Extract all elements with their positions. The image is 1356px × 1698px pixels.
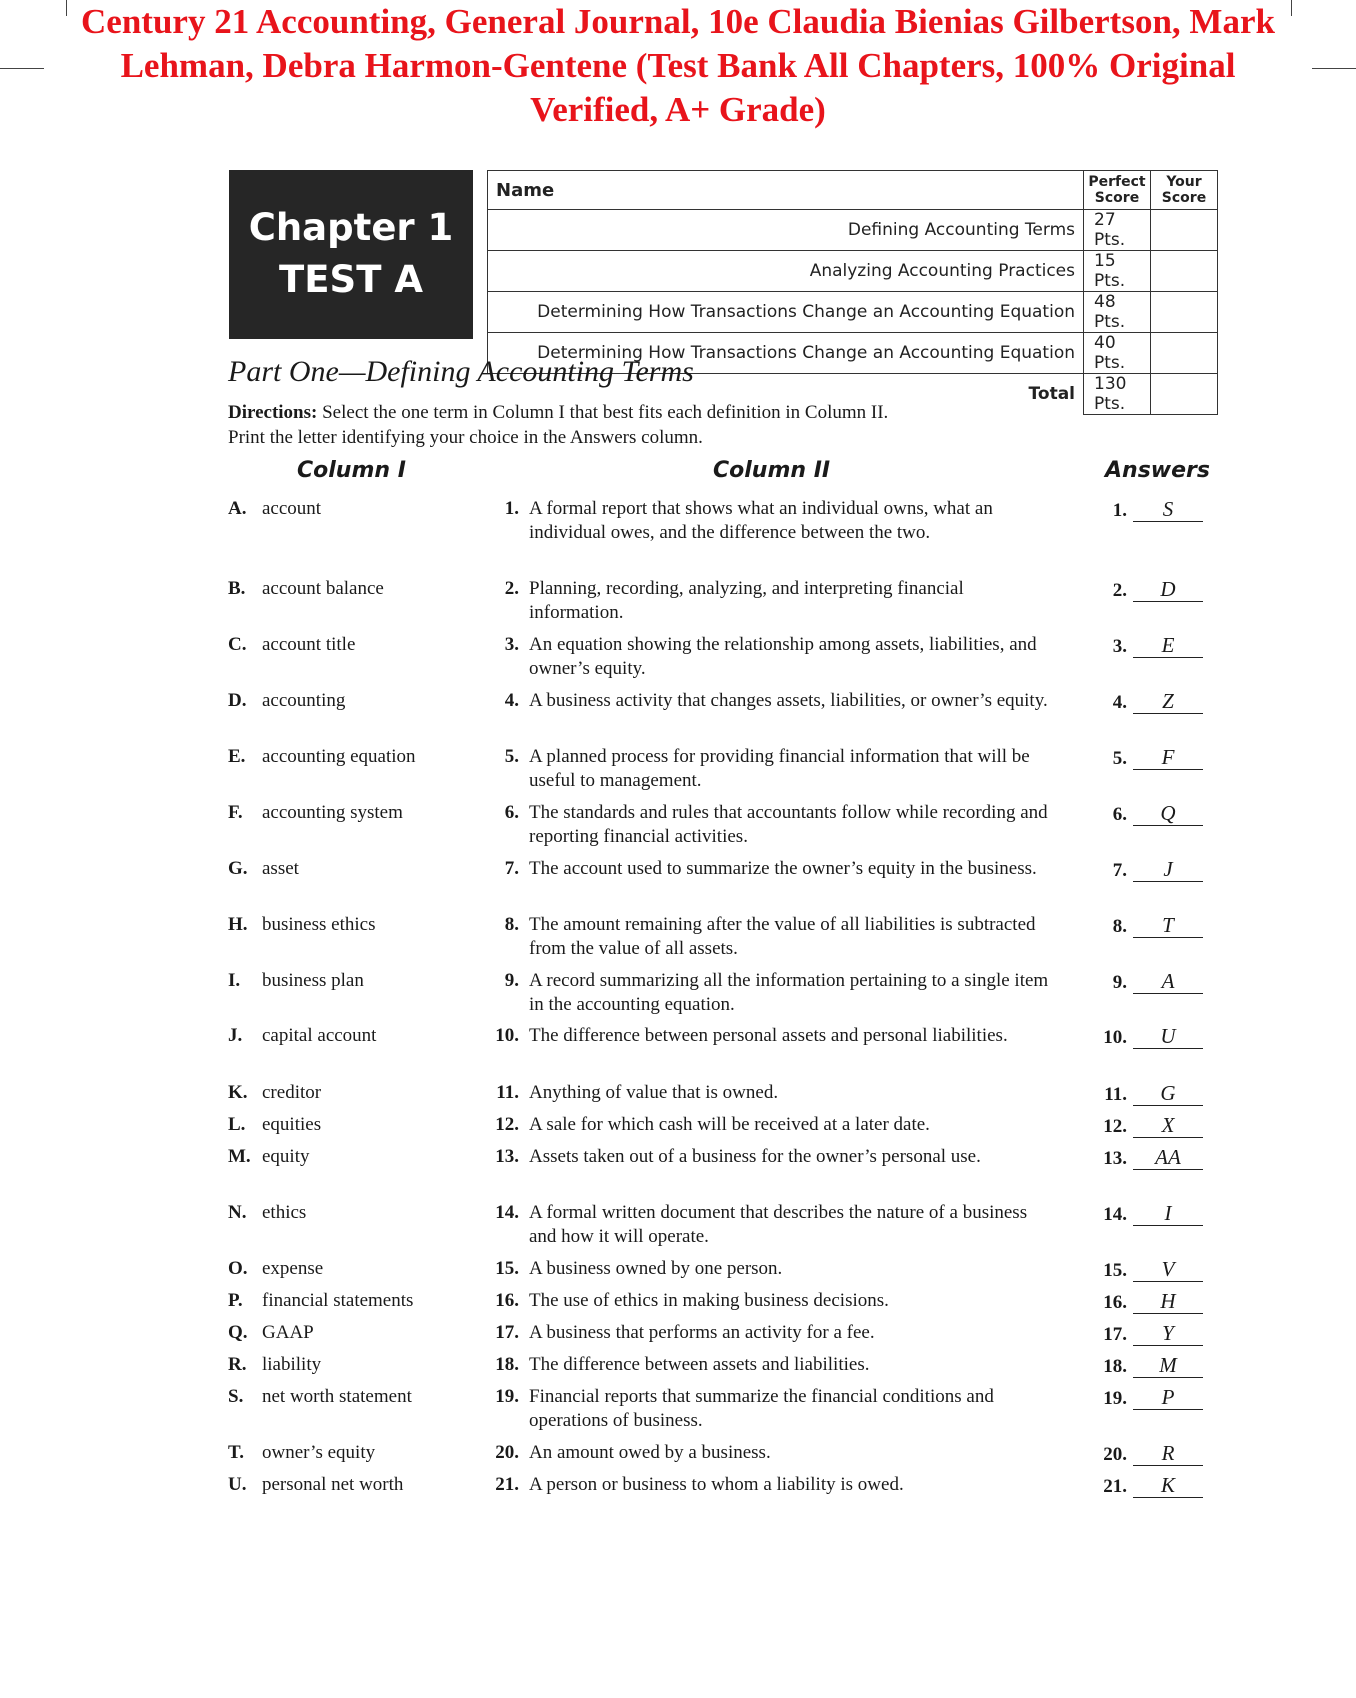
term-letter: P. [228,1290,243,1311]
term-text: equities [262,1114,322,1135]
answer-field[interactable]: P [1133,1385,1203,1410]
term-item [228,633,355,657]
answer-number: 3. [1112,636,1127,657]
directions-text: Select the one term in Column I that best fits each definition in Column II. Print the letter identifying your choice in the Answers column. [228,402,889,448]
term-item [228,689,345,713]
term-item [228,1081,321,1105]
perfect-score: 48 Pts. [1084,292,1151,333]
definition-text: The amount remaining after the value of all liabilities is subtracted from the value of all assets. [529,914,1036,959]
definition-item [485,801,1055,849]
answer-item [1097,1113,1203,1139]
definition-text: A sale for which cash will be received at a later date. [529,1114,930,1135]
answer-item [1097,633,1203,659]
chapter-label: Chapter 1 [248,206,454,249]
term-item [228,1321,314,1345]
definition-text: Planning, recording, analyzing, and interpreting financial information. [529,578,964,623]
your-score-cell[interactable] [1151,333,1218,374]
answer-field[interactable]: I [1133,1201,1203,1226]
definition-number: 10. [495,1025,519,1046]
answers-heading: Answers [1105,458,1210,483]
perfect-score-header: Perfect Score [1084,171,1151,210]
definition-item [485,1441,1055,1465]
term-item [228,801,403,825]
definition-number: 20. [495,1442,519,1463]
your-score-cell[interactable] [1151,210,1218,251]
column-2-heading: Column II [713,458,831,483]
term-item [228,1024,376,1048]
directions-label: Directions: [228,402,318,423]
term-text: GAAP [262,1322,314,1343]
answer-number: 4. [1112,692,1127,713]
term-text: business plan [262,970,364,991]
term-text: owner’s equity [262,1442,376,1463]
term-text: account [262,498,322,519]
term-item [228,1353,321,1377]
term-text: expense [262,1258,324,1279]
term-letter: N. [228,1202,247,1223]
answer-number: 11. [1104,1084,1127,1105]
term-item [228,577,384,601]
perfect-score: 27 Pts. [1084,210,1151,251]
perfect-score: 40 Pts. [1084,333,1151,374]
definition-item [485,913,1055,961]
answer-item [1097,497,1203,523]
score-table-header [488,171,1218,210]
definition-text: Financial reports that summarize the financial conditions and operations of business. [529,1386,994,1431]
term-item [228,857,299,881]
perfect-score: 15 Pts. [1084,251,1151,292]
answer-number: 16. [1103,1292,1127,1313]
answer-field[interactable]: A [1133,969,1203,994]
answer-field[interactable]: Y [1133,1321,1203,1346]
term-text: capital account [262,1025,377,1046]
answer-item [1097,1321,1203,1347]
definition-text: An equation showing the relationship among assets, liabilities, and owner’s equity. [529,634,1037,679]
definition-item [485,497,1055,545]
term-text: net worth statement [262,1386,412,1407]
answer-number: 13. [1103,1148,1127,1169]
answer-item [1097,1257,1203,1283]
term-letter: T. [228,1442,245,1463]
term-letter: O. [228,1258,248,1279]
definition-number: 13. [495,1146,519,1167]
term-text: creditor [262,1082,322,1103]
definition-text: A formal report that shows what an individual owns, what an individual owes, and the difference between the two. [529,498,993,543]
definition-item [485,1289,1055,1313]
definition-number: 8. [504,914,519,935]
crop-mark-left [0,68,44,69]
name-label: Name [496,179,555,201]
definition-number: 4. [504,690,519,711]
definition-number: 12. [495,1114,519,1135]
definition-text: A business owned by one person. [529,1258,783,1279]
answer-number: 21. [1103,1476,1127,1497]
term-item [228,497,321,521]
total-points: 130 Pts. [1084,374,1151,415]
term-text: account title [262,634,356,655]
score-row [488,292,1218,333]
definition-text: The use of ethics in making business decisions. [529,1290,889,1311]
term-item [228,1113,321,1137]
term-letter: I. [228,970,241,991]
term-letter: M. [228,1146,251,1167]
term-text: ethics [262,1202,307,1223]
definition-item [485,969,1055,1017]
answer-field[interactable]: M [1133,1353,1203,1378]
answer-item [1097,1024,1203,1050]
definition-number: 15. [495,1258,519,1279]
definition-item [485,1473,1055,1497]
term-letter: F. [228,802,243,823]
term-letter: J. [228,1025,243,1046]
definition-number: 3. [504,634,519,655]
section-name: Determining How Transactions Change an Accounting Equation [488,333,1084,374]
definition-text: A formal written document that describes the nature of a business and how it will operate. [529,1202,1028,1247]
answer-item [1097,1289,1203,1315]
answer-field[interactable]: S [1133,497,1203,522]
definition-item [485,857,1055,881]
term-item [228,1201,306,1225]
term-letter: D. [228,690,247,711]
term-text: liability [262,1354,322,1375]
answer-number: 1. [1112,500,1127,521]
answer-field[interactable]: T [1133,913,1203,938]
definition-item [485,1353,1055,1377]
term-item [228,1289,413,1313]
definition-item [485,1385,1055,1433]
term-text: equity [262,1146,310,1167]
your-score-cell[interactable] [1151,251,1218,292]
crop-mark-right [1312,68,1356,69]
term-letter: G. [228,858,248,879]
answer-item [1097,577,1203,603]
term-item [228,1257,323,1281]
definition-text: A business activity that changes assets, liabilities, or owner’s equity. [529,690,1048,711]
answer-item [1097,913,1203,939]
term-text: personal net worth [262,1474,404,1495]
answer-item [1097,1081,1203,1107]
term-item [228,1145,310,1169]
definition-number: 2. [504,578,519,599]
chapter-badge [229,170,473,339]
answer-field[interactable]: R [1133,1441,1203,1466]
answer-number: 12. [1103,1116,1127,1137]
term-text: financial statements [262,1290,414,1311]
definition-text: A planned process for providing financial information that will be useful to management. [529,746,1030,791]
definition-item [485,1081,1055,1105]
answer-field[interactable]: X [1133,1113,1203,1138]
score-row [488,210,1218,251]
definition-number: 6. [504,802,519,823]
definition-number: 19. [495,1386,519,1407]
definition-number: 16. [495,1290,519,1311]
answer-number: 7. [1112,860,1127,881]
part-one-title: Part One—Defining Accounting Terms [228,355,694,388]
answer-item [1097,1441,1203,1467]
definition-item [485,1201,1055,1249]
definition-number: 21. [495,1474,519,1495]
answer-field[interactable]: Q [1133,801,1203,826]
definition-number: 1. [504,498,519,519]
term-text: business ethics [262,914,376,935]
term-text: accounting equation [262,746,416,767]
definition-text: An amount owed by a business. [529,1442,771,1463]
definition-item [485,1321,1055,1345]
term-item [228,913,375,937]
answer-number: 18. [1103,1356,1127,1377]
term-letter: L. [228,1114,246,1135]
definition-item [485,1024,1055,1048]
name-field[interactable] [488,171,1084,210]
term-text: accounting [262,690,346,711]
answer-field[interactable]: F [1133,745,1203,770]
answer-item [1097,857,1203,883]
section-name: Analyzing Accounting Practices [488,251,1084,292]
definition-text: A business that performs an activity for a fee. [529,1322,875,1343]
definition-text: A record summarizing all the information pertaining to a single item in the accounting equation. [529,970,1049,1015]
answer-field[interactable]: E [1133,633,1203,658]
total-label: Total [488,374,1084,415]
term-text: accounting system [262,802,403,823]
answer-field[interactable]: U [1133,1024,1203,1049]
answer-item [1097,801,1203,827]
definition-text: The standards and rules that accountants follow while recording and reporting financial activities. [529,802,1048,847]
definition-text: The difference between assets and liabilities. [529,1354,870,1375]
answer-number: 10. [1103,1027,1127,1048]
document-title: Century 21 Accounting, General Journal, 10e Claudia Bienias Gilbertson, Mark Lehman, Debra Harmon-Gentene (Test Bank All Chapters, 100% Original Verified, A+ Grade) [81,2,1275,129]
answer-item [1097,689,1203,715]
term-letter: U. [228,1474,247,1495]
definition-item [485,745,1055,793]
definition-number: 9. [504,970,519,991]
answer-number: 15. [1103,1260,1127,1281]
answer-field[interactable]: K [1133,1473,1203,1498]
term-letter: E. [228,746,246,767]
section-name: Defining Accounting Terms [488,210,1084,251]
your-score-cell[interactable] [1151,292,1218,333]
definition-item [485,577,1055,625]
term-item [228,969,364,993]
your-total-cell[interactable] [1151,374,1218,415]
directions [228,400,928,450]
term-letter: H. [228,914,248,935]
definition-text: Anything of value that is owned. [529,1082,779,1103]
answer-number: 8. [1112,916,1127,937]
definition-item [485,1257,1055,1281]
term-letter: S. [228,1386,244,1407]
definition-number: 11. [496,1082,519,1103]
term-letter: B. [228,578,246,599]
answer-item [1097,1145,1203,1171]
definition-item [485,689,1055,713]
term-item [228,745,416,769]
term-text: asset [262,858,299,879]
answer-number: 17. [1103,1324,1127,1345]
test-label: TEST A [279,258,423,301]
definition-number: 17. [495,1322,519,1343]
term-text: account balance [262,578,384,599]
answer-item [1097,745,1203,771]
answer-field[interactable]: AA [1133,1145,1203,1170]
answer-field[interactable]: J [1133,857,1203,882]
answer-number: 20. [1103,1444,1127,1465]
answer-number: 5. [1112,748,1127,769]
term-letter: K. [228,1082,248,1103]
answer-item [1097,1353,1203,1379]
definition-number: 14. [495,1202,519,1223]
answer-field[interactable]: D [1133,577,1203,602]
term-item [228,1473,403,1497]
term-item [228,1441,375,1465]
definition-number: 18. [495,1354,519,1375]
your-score-header: Your Score [1151,171,1218,210]
definition-item [485,1113,1055,1137]
answer-field[interactable]: G [1133,1081,1203,1106]
term-item [228,1385,412,1409]
section-name: Determining How Transactions Change an Accounting Equation [488,292,1084,333]
definition-number: 7. [504,858,519,879]
answer-item [1097,1385,1203,1411]
answer-field[interactable]: V [1133,1257,1203,1282]
answer-number: 19. [1103,1388,1127,1409]
definition-text: A person or business to whom a liability is owed. [529,1474,904,1495]
definition-item [485,1145,1055,1169]
answer-item [1097,969,1203,995]
answer-number: 2. [1112,580,1127,601]
term-letter: Q. [228,1322,248,1343]
definition-number: 5. [504,746,519,767]
answer-number: 6. [1112,804,1127,825]
definition-item [485,633,1055,681]
answer-field[interactable]: H [1133,1289,1203,1314]
term-letter: C. [228,634,247,655]
answer-number: 9. [1112,972,1127,993]
column-1-heading: Column I [297,458,406,483]
answer-field[interactable]: Z [1133,689,1203,714]
score-row [488,251,1218,292]
term-letter: A. [228,498,247,519]
answer-item [1097,1201,1203,1227]
answer-number: 14. [1103,1204,1127,1225]
term-letter: R. [228,1354,247,1375]
definition-text: Assets taken out of a business for the owner’s personal use. [529,1146,981,1167]
answer-item [1097,1473,1203,1499]
definition-text: The difference between personal assets and personal liabilities. [529,1025,1008,1046]
definition-text: The account used to summarize the owner’s equity in the business. [529,858,1037,879]
